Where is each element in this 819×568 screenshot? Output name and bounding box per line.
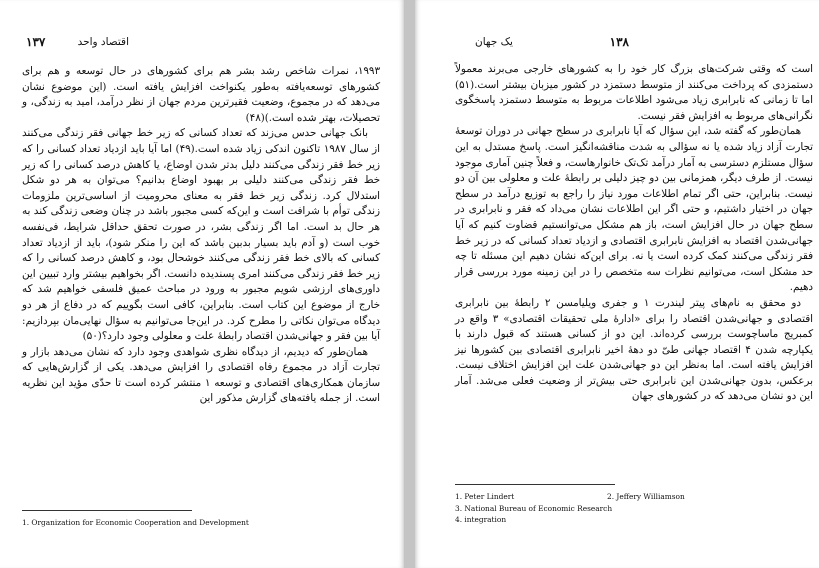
right-body-text (455, 62, 813, 405)
left-page (0, 0, 404, 568)
footnote-jeffery-williamson: 2. Jeffery Williamson (607, 492, 685, 501)
right-paragraph-2: همان‌طور که گفته شد، این سؤال که آیا نابرابری در سطح جهانی در دوران توسعهٔ تجارت آزاد زیاد شده یا نه سؤالی به‌ شدت مناقشه‌انگیز است. پاسخ مستدل به این سؤال مستلزم دسترسی به آمار درآمد تک‌تک خانوارهاست، و فعلاً چنین آماری موجود نیست. از طرف دیگر، همزمانی بین دو چیز دلیلی بر رابطهٔ علت و معلولی بین آن دو نیست. بنابراین، حتی اگر تمام اطلاعات مورد نیاز را راجع به توزیع درآمد در سطح جهان در اختیار داشتیم، و حتی اگر این اطلاعات نشان می‌داد که فقر و نابرابری در سطح جهان در حال افزایش است، باز هم مشکل می‌توانستیم قضاوت کنیم که آیا جهانی‌شدن اقتصاد به افزایش نابرابری اقتصادی و ازدیاد تعداد کسانی که در زیر خط فقر زندگی می‌کنند کمک کرده است یا نه. برای این‌که نشان دهیم این مسئله تا چه حد مشکل است، می‌توانیم نظرات سه متخصص را در این زمینه مورد بررسی قرار دهیم. (455, 125, 813, 294)
left-page-header (26, 34, 129, 50)
right-page-number: ۱۳۸ (609, 35, 629, 49)
left-footnotes (22, 517, 352, 529)
right-page-header (475, 34, 629, 50)
left-running-title: اقتصاد واحد (77, 36, 129, 48)
right-paragraph-1: است که وقتی شرکت‌های بزرگ کار خود را به کشورهای خارجی می‌برند معمولاً دستمزدی که پرداخت می‌کنند از متوسط دستمزد در کشور میزبان بیشتر است.(۵۱) اما تا زمانی که نابرابری زیاد می‌شود اطلاعات مربوط به متوسط دستمزد پاسخگوی نگرانی‌های مربوط به افزایش فقر نیست. (455, 63, 813, 122)
right-footnote-row (455, 491, 785, 503)
left-footnote-1: 1. Organization for Economic Cooperation and Development (22, 518, 249, 527)
left-paragraph-1: ۱۹۹۳، نمرات شاخص رشد بشر هم برای کشورهای در حال توسعه و هم برای کشورهای توسعه‌یافته به‌طور یکنواخت افزایش یافته است. (این موضوع نشان می‌دهد که در مجموع، وضعیت فقیرترین مردم جهان از نظر درآمد، امید به زندگی، و تحصیلات، بهتر شده است.)(۴۸) (22, 65, 380, 124)
footnote-peter-lindert: 1. Peter Lindert (455, 492, 515, 501)
left-body-text (22, 64, 380, 407)
left-paragraph-2: بانک جهانی حدس می‌زند که تعداد کسانی که زیر خط جهانی فقر زندگی می‌کنند از سال ۱۹۸۷ تاکنون اندکی زیاد شده است.(۴۹) اما آیا باید ازدیاد تعداد کسانی را که زیر خط فقر زندگی می‌کنند دلیل بدتر شدن اوضاع، یا کاهش درصد کسانی را که زیر خط فقر زندگی می‌کنند دلیلی بر بهبود اوضاع بدانیم؟ می‌توان به هر دو شکل استدلال کرد. زندگی زیر خط فقر به معنای محرومیت از اساسی‌ترین ملزومات زندگی توأم با شرافت است و این‌که کسی مجبور باشد در چنان وضعی زندگی کند به هر حال بد است. اما اگر زندگی بشر، در صورت تحقق حداقل شرایط، فی‌نفسه خوب است (و آدم باید بسیار بدبین باشد که این را منکر شود)، باید از ازدیاد تعداد کسانی که بالای خط فقر زندگی می‌کنند خوشحال بود، و کاهش درصد کسانی را که زیر خط فقر زندگی می‌کنند امری پسندیده دانست. اگر بخواهیم بیشتر وارد تبیین این داوری‌های ارزشی شویم مجبور به ورود در مباحث عمیق فلسفی خواهیم شد که خارج از موضوع این کتاب است. بنابراین، کافی است بگوییم که در دفاع از هر دو دیدگاه می‌توان نکاتی را مطرح کرد. در این‌جا می‌توانیم به سؤال نهایی‌مان بپردازیم: آیا بین فقر و جهانی‌شدن اقتصاد رابطهٔ علت و معلولی وجود دارد؟(۵۰) (22, 127, 380, 343)
right-footnote-divider (455, 484, 615, 485)
right-footnotes (455, 491, 785, 526)
left-page-number: ۱۳۷ (26, 35, 46, 49)
right-paragraph-3: دو محقق به نام‌های پیتر لیندرت ۱ و جفری ویلیامسن ۲ رابطهٔ بین نابرابری اقتصادی و جهانی‌شدن اقتصاد را برای «ادارهٔ ملی تحقیقات اقتصادی» ۳ واقع در کمبریج ماساچوست بررسی کرده‌اند. این دو از کسانی هستند که قبول دارند با یکپارچه شدن ۴ اقتصاد جهانی طیّ دو دههٔ اخیر نابرابری اقتصادی بین کشورها نیز افزایش یافته است. اما به‌نظر این دو جهانی‌شدن علت این افزایش اختلاف نیست. برعکس، بدون جهانی‌شدن این نابرابری حتی بیش‌تر از وضعیت فعلی می‌شد. آمار این دو نشان می‌دهد که در کشورهای جهان (455, 296, 813, 403)
right-page (415, 0, 819, 568)
right-running-title: یک جهان (475, 36, 513, 48)
left-footnote-divider (22, 510, 192, 511)
footnote-nber: 3. National Bureau of Economic Research (455, 503, 613, 513)
footnote-integration: 4. integration (455, 515, 507, 524)
left-paragraph-3: همان‌طور که دیدیم، از دیدگاه نظری شواهدی وجود دارد که نشان می‌دهد بازار و تجارت آزاد در مجموع رفاه اقتصادی را افزایش می‌دهد. یکی از گزارش‌هایی که سازمان همکاری‌های اقتصادی و توسعه ۱ منتشر کرده است تا حدّی مؤید این نظریه است. از جمله یافته‌های گزارش مذکور این (22, 345, 381, 405)
book-gutter (404, 0, 415, 568)
